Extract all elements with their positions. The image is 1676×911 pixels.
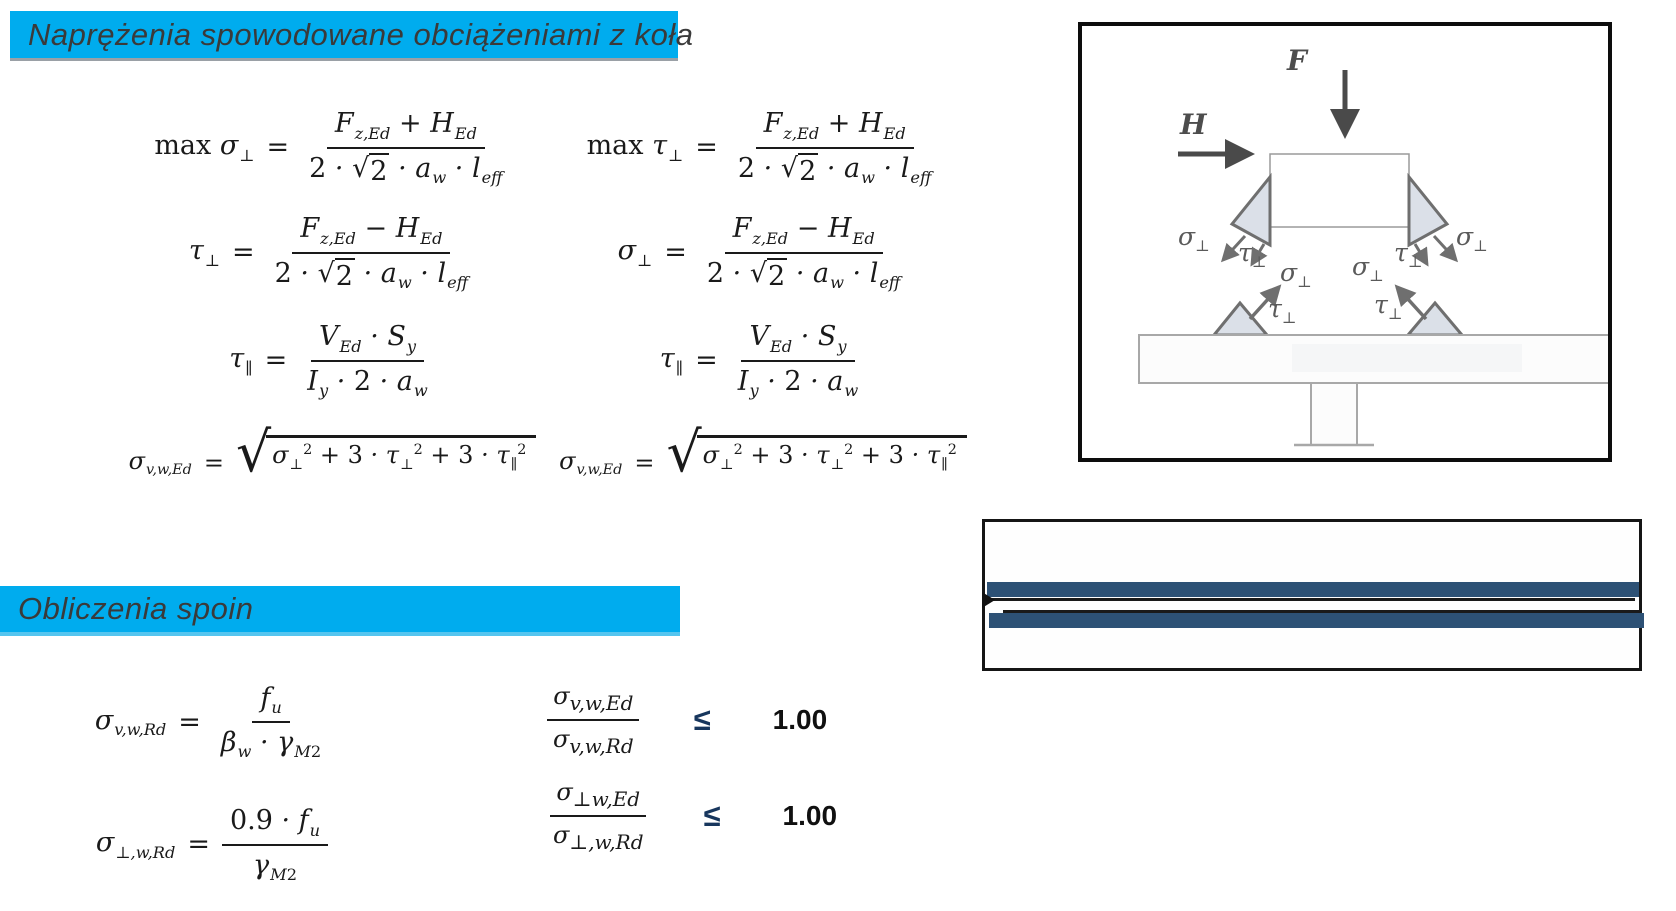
less-equal-sign: ≤ bbox=[693, 701, 711, 737]
scan-smudge bbox=[1292, 344, 1522, 372]
section-header-welds bbox=[0, 586, 680, 636]
equals-sign: = bbox=[178, 706, 201, 738]
tau-perp-label-mid-right: $\tau_\perp$ bbox=[1374, 290, 1403, 323]
weld-bead-top bbox=[987, 582, 1639, 597]
ratio-fraction bbox=[545, 682, 642, 758]
sigma-perp-label-upper-left: $\sigma_\perp$ bbox=[1178, 222, 1210, 255]
formula-weld-resistance-v bbox=[62, 672, 362, 772]
rail-rect bbox=[1270, 154, 1409, 227]
fraction-numerator: $V_{Ed} \cdot S_y$ bbox=[311, 321, 424, 361]
formula-tau-perp bbox=[150, 205, 515, 300]
tau-perp-label-mid-left: $\tau_\perp$ bbox=[1268, 294, 1297, 327]
ratio-fraction bbox=[545, 778, 652, 854]
fraction bbox=[730, 108, 940, 187]
equals-sign: = bbox=[264, 345, 288, 376]
utilization-value: 1.00 bbox=[772, 703, 828, 735]
section-title-stress: Naprężenia spowodowane obciążeniami z koła bbox=[28, 16, 694, 52]
fraction bbox=[301, 108, 511, 187]
equals-sign: = bbox=[232, 237, 255, 268]
formula-weld-resistance-perp bbox=[62, 792, 362, 897]
fraction-numerator: $V_{Ed} \cdot S_y$ bbox=[741, 321, 854, 361]
radicand: $\sigma_\perp^2 + 3 \cdot \tau_\perp^2 + 3 \cdot \tau_\parallel^2$ bbox=[266, 435, 536, 473]
seam-notch-icon bbox=[982, 592, 995, 608]
equals-sign: = bbox=[664, 237, 687, 268]
sigma-perp-label-mid-right: $\sigma_\perp$ bbox=[1352, 252, 1384, 285]
seam-line-top bbox=[985, 598, 1635, 601]
force-f-label: F bbox=[1287, 44, 1307, 77]
sigma-perp-label-mid-left: $\sigma_\perp$ bbox=[1280, 258, 1312, 291]
utilization-value: 1.00 bbox=[782, 799, 838, 831]
tau-perp-label-upper-right: $\tau_\perp$ bbox=[1394, 238, 1423, 271]
fraction-numerator: $F_{z,Ed} - H_{Ed}$ bbox=[292, 213, 450, 253]
fraction-numerator: $F_{z,Ed} + H_{Ed}$ bbox=[756, 108, 914, 148]
formula-lhs: $\sigma_\perp$ bbox=[617, 235, 653, 270]
radical-sign: √ bbox=[666, 420, 702, 485]
fraction bbox=[699, 213, 909, 292]
fraction bbox=[730, 321, 866, 400]
equals-sign: = bbox=[695, 132, 718, 163]
sigma-perp-label-upper-right: $\sigma_\perp$ bbox=[1456, 222, 1488, 255]
formula-lhs: $\tau_\perp$ bbox=[188, 235, 221, 270]
weld-detail-figure bbox=[1082, 26, 1608, 458]
formula-lhs: $\tau_\parallel$ bbox=[229, 343, 253, 378]
weld-seam-sketch bbox=[982, 519, 1642, 671]
fraction bbox=[222, 805, 328, 884]
fraction-numerator: $\sigma_{v,w,Ed}$ bbox=[547, 682, 639, 721]
fraction bbox=[299, 321, 435, 400]
formula-lhs: $\max \tau_\perp$ bbox=[586, 130, 684, 165]
fraction-denominator: 2 · √ 2 · $a_w \cdot l_{eff}$ bbox=[309, 152, 503, 187]
formula-sigma-perp bbox=[563, 205, 963, 300]
force-h-label: H bbox=[1180, 108, 1207, 141]
equals-sign: = bbox=[634, 448, 655, 477]
fraction bbox=[213, 683, 329, 762]
formula-lhs: $\tau_\parallel$ bbox=[659, 343, 684, 378]
formula-equivalent-stress-right bbox=[559, 420, 963, 505]
girder-web bbox=[1311, 383, 1357, 445]
fraction bbox=[267, 213, 477, 292]
equals-sign: = bbox=[203, 448, 224, 477]
tau-perp-label-upper-left: $\tau_\perp$ bbox=[1238, 238, 1267, 271]
fraction-denominator: 2 · √ 2 · $a_w \cdot l_{eff}$ bbox=[706, 257, 901, 292]
equals-sign: = bbox=[695, 345, 718, 376]
formula-lhs: $\max \sigma_\perp$ bbox=[154, 130, 255, 165]
equals-sign: = bbox=[266, 132, 290, 163]
fraction-numerator: $F_{z,Ed} - H_{Ed}$ bbox=[725, 213, 883, 253]
less-equal-sign: ≤ bbox=[703, 797, 721, 833]
radical-sign: √ bbox=[235, 420, 272, 485]
section-title-welds: Obliczenia spoin bbox=[18, 591, 254, 626]
formula-lhs: $\sigma_{v,w,Ed}$ bbox=[128, 446, 192, 479]
formula-tau-parallel-right bbox=[563, 313, 963, 408]
fraction-numerator: $f_u$ bbox=[252, 683, 289, 723]
sigma-arrow-upper-right bbox=[1434, 236, 1456, 260]
fraction-denominator: $\sigma_{\perp,w,Rd}$ bbox=[553, 820, 644, 854]
fraction-denominator: $\gamma_{M2}$ bbox=[253, 849, 298, 884]
weld-triangle-upper-left bbox=[1232, 177, 1270, 245]
fraction-numerator: $0.9 \cdot f_u$ bbox=[222, 805, 328, 845]
square-root bbox=[235, 420, 536, 490]
fraction-numerator: $\sigma_{\perp w,Ed}$ bbox=[550, 778, 646, 817]
weld-triangle-upper-right bbox=[1409, 177, 1447, 245]
fraction-denominator: 2 · √ 2 · $a_w \cdot l_{eff}$ bbox=[737, 152, 932, 187]
fraction-numerator: $F_{z,Ed} + H_{Ed}$ bbox=[327, 108, 485, 148]
formula-max-tau-perp bbox=[563, 100, 963, 195]
utilization-check-perp bbox=[545, 768, 837, 863]
formula-lhs: $\sigma_{\perp,w,Rd}$ bbox=[95, 827, 176, 862]
fraction-denominator: 2 · √ 2 · $a_w \cdot l_{eff}$ bbox=[274, 257, 469, 292]
square-root bbox=[666, 420, 966, 490]
utilization-check-v bbox=[545, 672, 827, 767]
fraction-denominator: $\sigma_{v,w,Rd}$ bbox=[553, 724, 634, 758]
fraction-denominator: $I_y \cdot 2 \cdot a_w$ bbox=[307, 365, 428, 400]
formula-lhs: $\sigma_{v,w,Rd}$ bbox=[94, 704, 167, 740]
formula-tau-parallel-left bbox=[150, 313, 515, 408]
formula-max-sigma-perp bbox=[150, 100, 515, 195]
formula-lhs: $\sigma_{v,w,Ed}$ bbox=[559, 446, 623, 479]
radicand: $\sigma_\perp^2 + 3 \cdot \tau_\perp^2 + 3 \cdot \tau_\parallel^2$ bbox=[697, 435, 967, 473]
section-header-stress bbox=[10, 11, 694, 58]
fraction-denominator: $\beta_w \cdot \gamma_{M2}$ bbox=[220, 727, 322, 762]
weld-bead-bottom bbox=[989, 613, 1644, 628]
weld-stress-diagram bbox=[1078, 22, 1612, 462]
formula-equivalent-stress-left bbox=[128, 420, 527, 505]
fraction-denominator: $I_y \cdot 2 \cdot a_w$ bbox=[737, 365, 859, 400]
equals-sign: = bbox=[187, 829, 210, 860]
